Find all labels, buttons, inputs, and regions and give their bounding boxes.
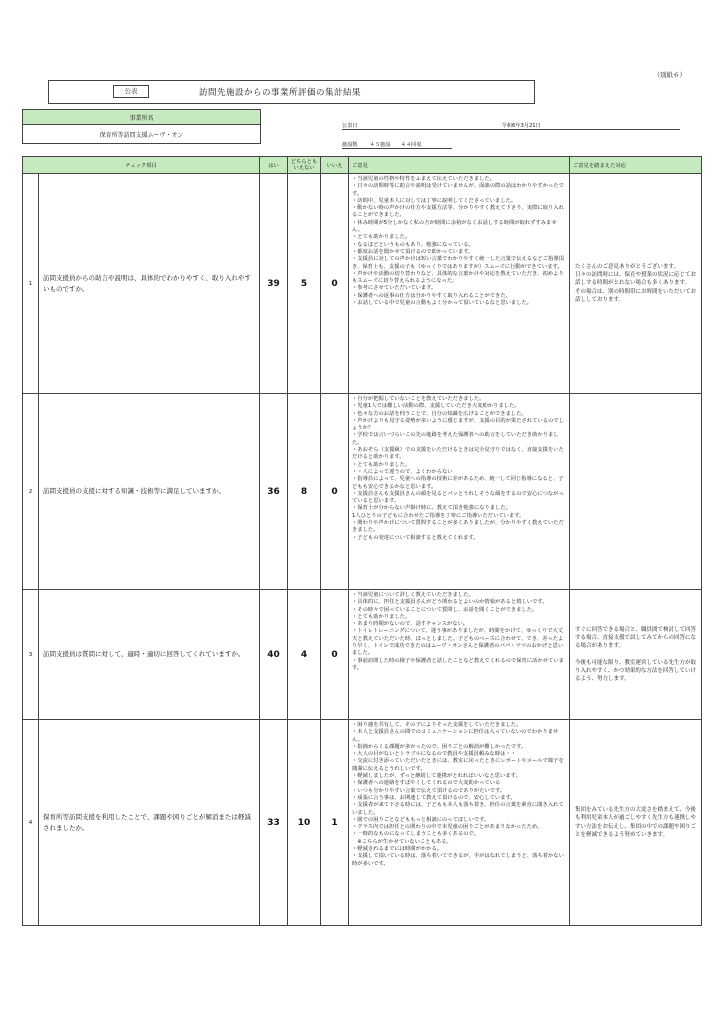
comment-item: ・色々な方のお話を伺うことで、自分の知識を広げることができました。 <box>352 410 527 417</box>
row-response: すぐに回答できる場合と、職員間で検討して回答する場合、直接支援で試してみてからの回答になる場合があります。 今後も可能な限り、教室運営している先生方が取り入れやすく、かつ効果的な方法を回答していけるよう、努力します。 <box>570 590 702 720</box>
row-response: 集団をみている先生方の大変さを踏まえて、今後も利用児童本人が過ごしやすく先生方も連携しやすい方法をお伝えし、集団の中での課題や困りごとを軽減できるよう努めていきます。 <box>570 720 702 926</box>
comment-item: ・学校では言いづらいこの先の進路を考えた保護者への助言をしていただき助かりました。 <box>352 432 559 446</box>
comment-item: ・都度お話を聞かせて頂けるので助かっています。 <box>352 248 474 255</box>
no-count: 1 <box>321 720 349 926</box>
publish-date-value: 令和6年3月21日 <box>501 123 541 129</box>
table-row <box>23 174 702 394</box>
comment-item: ・支援員に対しての声かけは短い言葉でわかりやすく統一した言葉で伝えるなどご指導頂き、保育士も、支援の子も（ゆっくりではありますが）スムーズに行動ができています。 <box>352 256 564 270</box>
comment-item: ・支援して頂いている時は、落ち着いてできるが、手がはなれてしまうと、落ち着かない時が多いです。 <box>352 853 564 867</box>
comment-item: ・具体的に、担任と支援員さんがどう関わるとよいのか情報があると嬉しいです。 <box>352 599 548 606</box>
comment-item: ・訪問中、児童本人に対しては丁寧に説明してくださっていました。 <box>352 197 517 204</box>
yes-count: 36 <box>260 394 288 590</box>
comment-item: ・いつも分かりやすい言葉で伝えて頂けるのでありがたいです。 <box>352 787 506 794</box>
row-question: 訪問支援員からの助言や説明は、具体的でわかりやすく、取り入れやすいものですか。 <box>39 174 260 394</box>
row-response <box>570 394 702 590</box>
row-response: たくさんのご意見ありがとうございます。 日々の訪問時には、保育や授業の状況に応じてお話しする時間がとれない場合も多くあります。 その場合は、別の時間帯にお時間をいただいてお話ししております。 <box>570 174 702 394</box>
comment-item: ・軽減されるまでには時間がかかる。 <box>352 846 443 853</box>
comment-item: ・クラス内では担任との関わりの中で本児童の困りごとがあまりなかったため。 <box>352 824 543 831</box>
comment-item: ・あまり時間がないので、話すチャンスがない。 <box>352 621 469 628</box>
yes-count: 33 <box>260 720 288 926</box>
table-row <box>23 590 702 720</box>
comment-item: ・トイレトレーニングについて、迷う事がありましたが、時間をかけて、ゆっくりで大丈夫と教えていただいた時、ほっとしました。子どものペースに合わせて、でき、差ったより早く、トイレで成功できたのはムーヴ・オンさんと保護者のパパ・ママのおかげと思いました。 <box>352 628 564 657</box>
provider-label: 事業所名 <box>23 110 261 125</box>
row-number: 2 <box>23 394 39 590</box>
neither-count: 10 <box>288 720 321 926</box>
comment-item: ・休み時間が5分しかなく私の方が時間に余裕がなくお話しする時間が取れずすみません。 <box>352 219 557 234</box>
no-count: 0 <box>321 590 349 720</box>
provider-table <box>22 109 261 144</box>
row-number: 1 <box>23 174 39 394</box>
comment-item: ・声かけよりも見守る姿勢が多いように感じますが、支援の目的が果たされているのでしょうか？ <box>352 417 564 432</box>
no-count: 0 <box>321 394 349 590</box>
row-comments <box>349 394 570 590</box>
row-question: 訪問支援員は質問に対して、適時・適切に回答してくれていますか。 <box>39 590 260 720</box>
comment-item: ・自分が把握していないことを教えていただきました。 <box>352 396 485 402</box>
comment-item: ・大人の目がないとトラブルになるので教員や支援員頼みな時は・・ <box>352 751 516 758</box>
comment-item: ・子どもの発達について相談すると教えてくれます。 <box>352 534 479 541</box>
comment-item: ・一時的なものになってしまうことも多くあるので。 <box>352 831 480 838</box>
row-question: 訪問支援員の支援に対する知識・技術等に満足していますか。 <box>39 394 260 590</box>
row-comments <box>349 720 570 926</box>
comment-item: ・頑張に言う事は、お関連して教えて頂けるので、安心しています。 <box>352 794 516 801</box>
comment-item: ・軽減しましたが、ずっと継続して連携がとれればいいなと思います。 <box>352 773 521 780</box>
comment-item: ・あおぞら（支援級）での支援をいただけるときは完全見守りではなく、直接支援をいただけると助かります。 <box>352 447 564 461</box>
comment-item: ・声かけや活動の切り替わりなど、具体的な言葉かけや対応を教えていただき、初めよりもスムーズに切り替えられるようになった。 <box>352 270 564 285</box>
public-badge: 公表 <box>113 85 149 98</box>
comment-item: ・事前訪問した時の様子や保護者と話したことなど教えてくれるので保育に活かせています。 <box>352 657 564 671</box>
facility-count-value: ４５施設 ４４回収 <box>369 142 422 148</box>
comment-item: ・園での困りごとなどももっと相談にのってほしいです。 <box>352 816 490 823</box>
facility-count-label: 施設数 <box>342 142 358 148</box>
neither-count: 8 <box>288 394 321 590</box>
facility-count-underline <box>342 148 452 149</box>
row-comments <box>349 590 570 720</box>
comment-item: ※こちらが生かせていないこともある。 <box>352 838 452 845</box>
comment-item: ・指摘からくる課題が多かったので、困りごとの解消が難しかったです。 <box>352 743 527 750</box>
comment-item: ・交流に付き添っていただいたときには、教室に戻ったときにレポートやメールで様子を簡潔に伝えるとうれしいです。 <box>352 758 564 772</box>
header-response: ご意見を踏まえた対応 <box>570 157 702 174</box>
facility-count-row <box>342 141 422 148</box>
provider-name: 保育所等訪問支援ムーヴ・オン <box>23 125 261 144</box>
header-comment: ご意見 <box>349 157 570 174</box>
comment-item: ・本人と支援員さんの間でのコミュニケーションに担任は入っていないのでわかりません。 <box>352 729 559 743</box>
comment-item: 1人ひとりの子どもに合わせたご指導を丁寧にご指導いただいています。 <box>352 512 525 519</box>
row-number: 4 <box>23 720 39 926</box>
publish-date-underline <box>342 129 680 130</box>
table-row <box>23 720 702 926</box>
header-yes: はい <box>260 157 288 174</box>
reference-label: （別紙６） <box>653 71 686 79</box>
row-number: 3 <box>23 590 39 720</box>
comment-item: ・当該児童について詳しく教えていただきました。 <box>352 592 474 598</box>
comment-item: ・なるほどというものもあり、勉強になっている。 <box>352 241 474 248</box>
comment-item: ・とても助かりました。 <box>352 613 411 620</box>
table-header-row <box>23 157 702 174</box>
comment-item: ・動かない時の声かけの仕方や支援方法等、分かりやすく教えて下さり、実際に取り入れることができました。 <box>352 205 564 219</box>
comment-item: ・児童1人では難しい活動の際、支援していただき大変助かりました。 <box>352 403 520 410</box>
comment-item: ・保護者への連絡をすばやくしてくれるので大変助かっている <box>352 780 501 787</box>
evaluation-table <box>22 156 702 926</box>
comment-item: ・日々の訪問時等に助言や説明は受けていませんが、面談の際の話はわかりやすかったです。 <box>352 183 564 197</box>
comment-item: ・とても助かりました。 <box>352 234 411 241</box>
publish-date-row <box>342 122 541 129</box>
neither-count: 4 <box>288 590 321 720</box>
comment-item: ・支援員さんも支援員さんの顔を見るとパッとうれしそうな顔をするので安心につながっていると思います。 <box>352 490 564 505</box>
table-row <box>23 394 702 590</box>
comment-item: ・関わりや声かけについて質問することが多くありましたが、分かりやすく教えていただきました。 <box>352 520 564 534</box>
comment-item: ・参考にさせていただいています。 <box>352 285 437 292</box>
header-check: チェック項目 <box>23 157 260 174</box>
neither-count: 5 <box>288 174 321 394</box>
comment-item: ・保育士が分からない声掛け時に、教えて頂き勉強になりました。 <box>352 505 511 512</box>
publish-date-label: 公表日 <box>342 123 358 129</box>
comment-item: ・お話している中で児童の言動もよく分かって頂いているなと思いました。 <box>352 300 533 307</box>
row-comments <box>349 174 570 394</box>
comment-item: ・・人によって違うので、よくわからない <box>352 468 453 475</box>
header-neither: どちらとも いえない <box>288 157 321 174</box>
comment-item: ・指導員によって、児童への指導の技術に差があるため、統一して同じ指導になると、子どもも安心できるかなと思います。 <box>352 476 564 490</box>
comment-item: ・保護者への返事の仕方は分かりやすく取り入れることができた。 <box>352 292 511 299</box>
header-no: いいえ <box>321 157 349 174</box>
comment-item: ・支援者が来て下さる時には、子どもも本人も落ち着き、担任の言葉を素直に聞き入れていました。 <box>352 802 564 816</box>
row-question: 保育所等訪問支援を利用したことで、課題や困りごとが解消または軽減されましたか。 <box>39 720 260 926</box>
comment-item: ・当該児童の性格や特性をふまえて伝えていただきました。 <box>352 176 496 182</box>
page-title: 訪問先施設からの事業所評価の集計結果 <box>199 88 362 98</box>
comment-item: ・とても助かりました。 <box>352 461 411 468</box>
yes-count: 39 <box>260 174 288 394</box>
no-count: 0 <box>321 174 349 394</box>
comment-item: ・困り感を共有して、その子によりそった支援をしていただきました。 <box>352 722 522 728</box>
title-box <box>48 80 535 104</box>
yes-count: 40 <box>260 590 288 720</box>
comment-item: ・その時々で困っていることについて質問し、お話を聞くことができました。 <box>352 606 538 613</box>
